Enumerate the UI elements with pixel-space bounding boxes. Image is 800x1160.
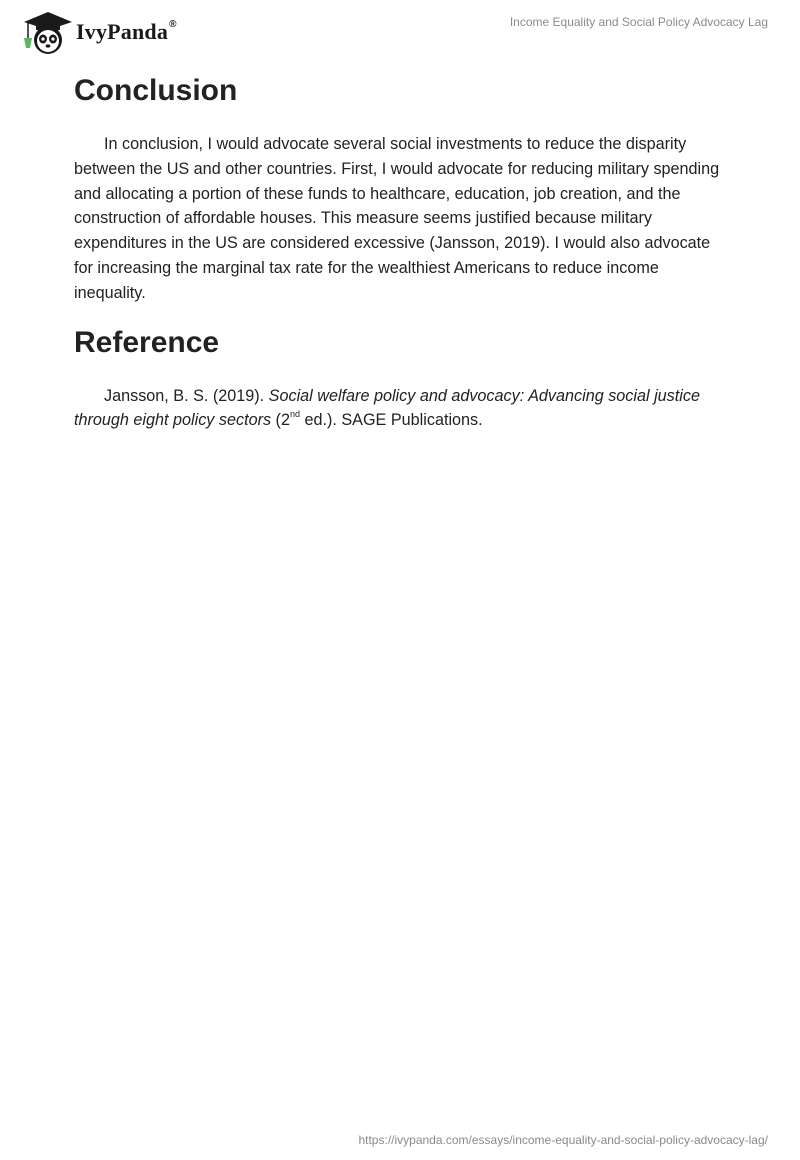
document-body — [74, 72, 726, 433]
brand-name: IvyPanda® — [76, 18, 177, 44]
reference-publisher: ed.). SAGE Publications. — [299, 411, 483, 430]
reference-entry — [74, 384, 726, 434]
reference-heading: Reference — [74, 325, 220, 359]
panda-graduation-cap-icon — [16, 8, 72, 56]
source-url[interactable]: https://ivypanda.com/essays/income-equality-and-social-policy-advocacy-lag/ — [358, 1133, 768, 1147]
reference-title: Social welfare policy and advocacy: Advancing social justice through eight policy sectors — [74, 386, 700, 430]
ivypanda-logo[interactable] — [16, 8, 177, 56]
conclusion-paragraph: In conclusion, I would advocate several social investments to reduce the disparity between the US and other countries. First, I would advocate for reducing military spending and allocating a portion of these funds to healthcare, education, job creation, and the construction of affordable houses. This measure seems justified because military expenditures in the US are considered excessive (Jansson, 2019). I would also advocate for increasing the marginal tax rate for the wealthiest Americans to reduce income inequality. — [74, 135, 720, 302]
running-title: Income Equality and Social Policy Advocacy Lag — [509, 15, 768, 29]
reference-author: Jansson, B. S. (2019). — [104, 386, 269, 405]
conclusion-heading: Conclusion — [74, 74, 238, 107]
registered-mark: ® — [169, 18, 177, 30]
reference-edition-suffix: nd — [289, 408, 300, 419]
reference-edition-open: (2 — [271, 411, 290, 430]
